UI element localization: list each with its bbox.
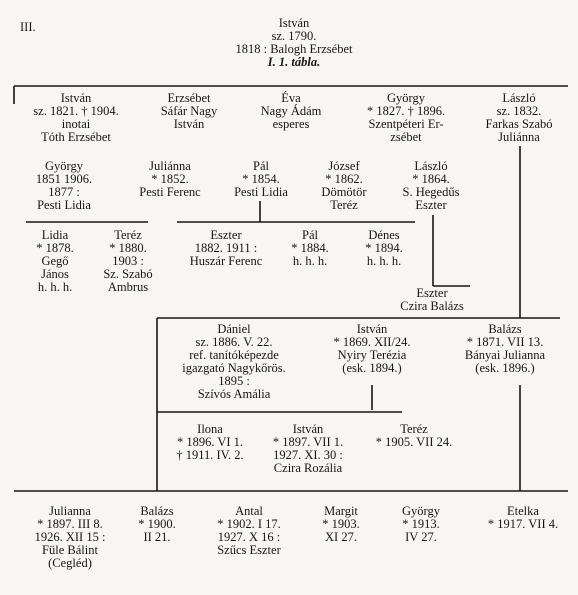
table-reference: I. 1. tábla. [267, 55, 321, 69]
person-gyorgy-1913: György * 1913. IV 27. [402, 504, 440, 544]
person-eszter-czira: Eszter Czira Balázs [400, 286, 464, 313]
person-margit-1903: Margit * 1903. XI 27. [322, 504, 360, 544]
person-terez-1880: Teréz * 1880. 1903 : Sz. Szabó Ambrus [103, 228, 153, 294]
person-ilona-1896: Ilona * 1896. VI 1. † 1911. IV. 2. [176, 422, 244, 462]
person-lidia-1878: Lidia * 1878. Gegő János h. h. h. [36, 228, 74, 294]
page-number: III. [20, 20, 36, 34]
person-laszlo-1864: László * 1864. S. Hegedűs Eszter [402, 159, 460, 212]
person-istvan-1869: István * 1869. XII/24. Nyiry Terézia (esk. 1894.) [333, 322, 411, 375]
person-laszlo-1832: László sz. 1832. Farkas Szabó Juliánna [485, 91, 553, 144]
person-erzsebet: Erzsébet Sáfár Nagy István [160, 91, 218, 131]
person-denes-1894: Dénes * 1894. h. h. h. [365, 228, 403, 268]
person-pal-1854: Pál * 1854. Pesti Lidia [234, 159, 288, 199]
person-pal-1884: Pál * 1884. h. h. h. [291, 228, 329, 268]
person-gyorgy-1827: György * 1827. † 1896. Szentpéteri Er- zsébet [366, 91, 446, 144]
person-istvan-1897: István * 1897. VII 1. 1927. XI. 30 : Czira Rozália [272, 422, 344, 475]
person-terez-1905: Teréz * 1905. VII 24. [375, 422, 453, 449]
person-etelka-1917: Etelka * 1917. VII 4. [487, 504, 559, 531]
person-balazs-1900: Balázs * 1900. II 21. [138, 504, 176, 544]
person-istvan-1821: István sz. 1821. † 1904. inotai Tóth Erzsébet [33, 91, 119, 144]
person-eva: Éva Nagy Ádám esperes [260, 91, 322, 131]
person-julianna-1852: Juliánna * 1852. Pesti Ferenc [139, 159, 201, 199]
person-balazs-1871: Balázs * 1871. VII 13. Bányai Julianna (esk. 1896.) [464, 322, 546, 375]
person-jozsef-1862: József * 1862. Dömötör Teréz [321, 159, 367, 212]
person-antal-1902: Antal * 1902. I 17. 1927. X 16 : Szűcs Eszter [217, 504, 281, 557]
person-istvan-1790: István sz. 1790. 1818 : Balogh Erzsébet I. 1. tábla. [235, 16, 353, 69]
person-julianna-1897: Julianna * 1897. III 8. 1926. XII 15 : Füle Bálint (Cegléd) [34, 504, 106, 570]
person-gyorgy-1851: György 1851 1906. 1877 : Pesti Lidia [35, 159, 93, 212]
person-daniel-1886: Dániel sz. 1886. V. 22. ref. tanítóképezde igazgató Nagykőrös. 1895 : Szívós Amália [182, 322, 286, 401]
person-eszter-1882: Eszter 1882. 1911 : Huszár Ferenc [189, 228, 263, 268]
